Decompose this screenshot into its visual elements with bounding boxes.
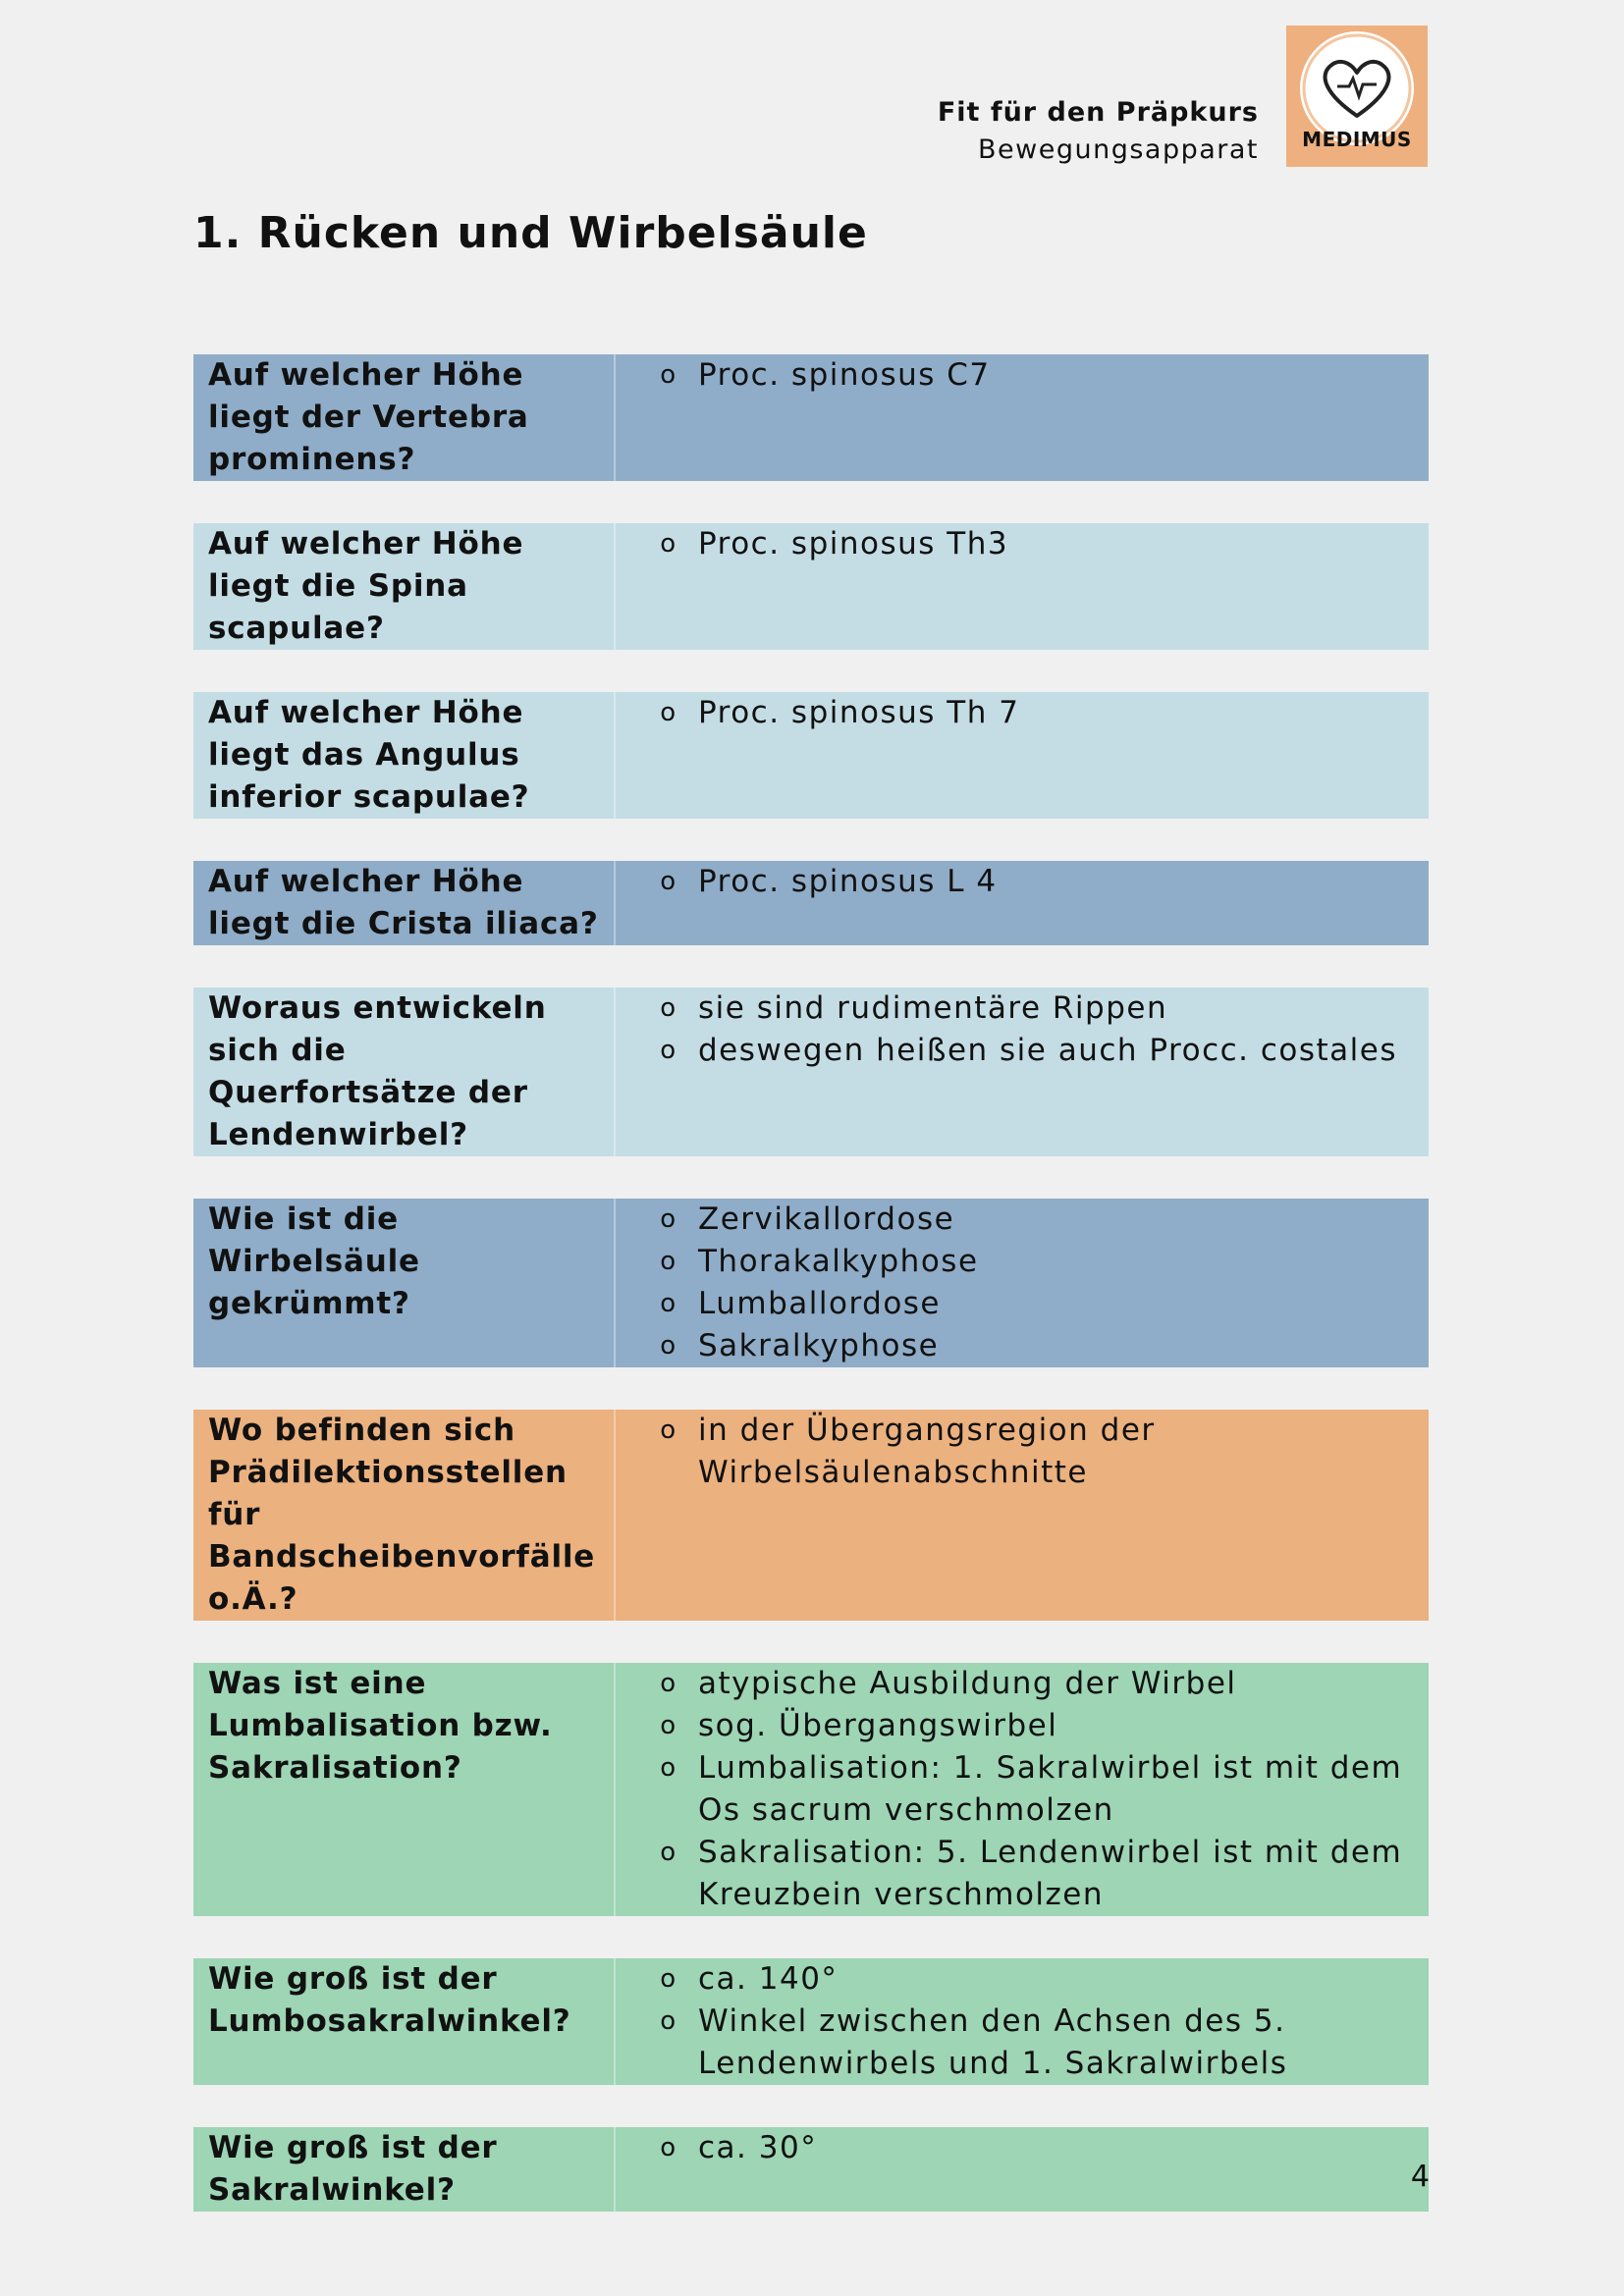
answer-item — [639, 1325, 1429, 1367]
bullet-icon: o — [660, 1711, 677, 1740]
answer-text: Sakralkyphose — [698, 1328, 940, 1363]
medimus-logo — [1286, 26, 1428, 167]
answer-item — [639, 2001, 1429, 2085]
question-text: Woraus entwickeln sich die Querfortsätze der Lendenwirbel? — [193, 988, 616, 1156]
answer-item — [639, 1958, 1429, 2001]
question-cell — [193, 861, 639, 945]
answer-list — [639, 1958, 1429, 2085]
answer-text: in der Übergangsregion der Wirbelsäulenabschnitte — [698, 1413, 1156, 1490]
answer-text: Lumballordose — [698, 1286, 942, 1321]
question-text: Auf welcher Höhe liegt die Crista iliaca? — [193, 861, 616, 945]
answer-item — [639, 1199, 1429, 1241]
answer-item — [639, 1663, 1429, 1705]
question-text: Was ist eine Lumbalisation bzw. Sakralisation? — [193, 1663, 616, 1916]
qa-row — [193, 988, 1429, 1156]
answer-list — [639, 354, 1429, 481]
question-cell — [193, 523, 639, 650]
answer-list — [639, 1663, 1429, 1916]
answer-item — [639, 1705, 1429, 1747]
answer-text: sie sind rudimentäre Rippen — [698, 990, 1168, 1026]
qa-row — [193, 1410, 1429, 1621]
bullet-icon: o — [660, 1331, 677, 1361]
question-cell — [193, 1199, 639, 1367]
answer-item — [639, 1283, 1429, 1325]
bullet-icon: o — [660, 360, 677, 390]
question-text: Auf welcher Höhe liegt die Spina scapulae? — [193, 523, 616, 650]
answer-text: deswegen heißen sie auch Procc. costales — [698, 1033, 1398, 1068]
question-cell — [193, 1958, 639, 2085]
logo-text: MEDIMUS — [1302, 128, 1412, 151]
header — [938, 94, 1259, 169]
question-cell — [193, 988, 639, 1156]
bullet-icon: o — [660, 698, 677, 727]
answer-text: Proc. spinosus C7 — [698, 357, 991, 393]
answer-item — [639, 2127, 1429, 2169]
bullet-icon: o — [660, 1247, 677, 1276]
bullet-icon: o — [660, 1838, 677, 1867]
qa-row — [193, 523, 1429, 650]
page-title: 1. Rücken und Wirbelsäule — [193, 208, 868, 258]
answer-text: Proc. spinosus L 4 — [698, 864, 998, 899]
question-cell — [193, 1663, 639, 1916]
bullet-icon: o — [660, 867, 677, 896]
qa-row — [193, 1199, 1429, 1367]
answer-text: ca. 30° — [698, 2130, 818, 2165]
qa-row — [193, 1958, 1429, 2085]
answer-list — [639, 2127, 1429, 2212]
qa-list — [193, 354, 1429, 2254]
answer-list — [639, 692, 1429, 819]
bullet-icon: o — [660, 2133, 677, 2163]
answer-item — [639, 1030, 1429, 1072]
answer-item — [639, 692, 1429, 734]
header-subtitle: Bewegungsapparat — [978, 134, 1259, 165]
question-cell — [193, 1410, 639, 1621]
answer-list — [639, 523, 1429, 650]
qa-row — [193, 1663, 1429, 1916]
question-text: Auf welcher Höhe liegt der Vertebra prominens? — [193, 354, 616, 481]
bullet-icon: o — [660, 1204, 677, 1234]
answer-item — [639, 1410, 1429, 1494]
answer-text: Lumbalisation: 1. Sakralwirbel ist mit dem Os sacrum verschmolzen — [698, 1750, 1403, 1828]
answer-text: ca. 140° — [698, 1961, 839, 1997]
bullet-icon: o — [660, 1753, 677, 1783]
question-cell — [193, 2127, 639, 2212]
question-text: Auf welcher Höhe liegt das Angulus inferior scapulae? — [193, 692, 616, 819]
qa-row — [193, 861, 1429, 945]
bullet-icon: o — [660, 993, 677, 1023]
question-text: Wie ist die Wirbelsäule gekrümmt? — [193, 1199, 616, 1367]
question-text: Wie groß ist der Sakralwinkel? — [193, 2127, 616, 2212]
bullet-icon: o — [660, 1289, 677, 1318]
answer-text: Thorakalkyphose — [698, 1244, 979, 1279]
answer-item — [639, 1832, 1429, 1916]
bullet-icon: o — [660, 1415, 677, 1445]
bullet-icon: o — [660, 1964, 677, 1994]
answer-list — [639, 988, 1429, 1156]
question-cell — [193, 354, 639, 481]
qa-row — [193, 354, 1429, 481]
bullet-icon: o — [660, 1669, 677, 1698]
qa-row — [193, 692, 1429, 819]
answer-text: Zervikallordose — [698, 1201, 955, 1237]
answer-text: atypische Ausbildung der Wirbel — [698, 1666, 1237, 1701]
header-title: Fit für den Präpkurs — [937, 97, 1259, 128]
qa-row — [193, 2127, 1429, 2212]
question-text: Wie groß ist der Lumbosakralwinkel? — [193, 1958, 616, 2085]
bullet-icon: o — [660, 1036, 677, 1065]
answer-list — [639, 1199, 1429, 1367]
answer-item — [639, 523, 1429, 565]
answer-list — [639, 861, 1429, 945]
answer-text: sog. Übergangswirbel — [698, 1708, 1058, 1743]
answer-text: Winkel zwischen den Achsen des 5. Lendenwirbels und 1. Sakralwirbels — [698, 2003, 1288, 2081]
answer-item — [639, 1241, 1429, 1283]
answer-item — [639, 861, 1429, 903]
answer-item — [639, 354, 1429, 397]
question-cell — [193, 692, 639, 819]
page-number: 4 — [1410, 2160, 1430, 2194]
bullet-icon: o — [660, 2006, 677, 2036]
answer-item — [639, 1747, 1429, 1832]
question-text: Wo befinden sich Prädilektionsstellen für Bandscheibenvorfälle o.Ä.? — [193, 1410, 616, 1621]
answer-text: Proc. spinosus Th3 — [698, 526, 1009, 561]
answer-item — [639, 988, 1429, 1030]
answer-text: Proc. spinosus Th 7 — [698, 695, 1020, 730]
answer-list — [639, 1410, 1429, 1621]
answer-text: Sakralisation: 5. Lendenwirbel ist mit dem Kreuzbein verschmolzen — [698, 1835, 1403, 1912]
bullet-icon: o — [660, 529, 677, 559]
